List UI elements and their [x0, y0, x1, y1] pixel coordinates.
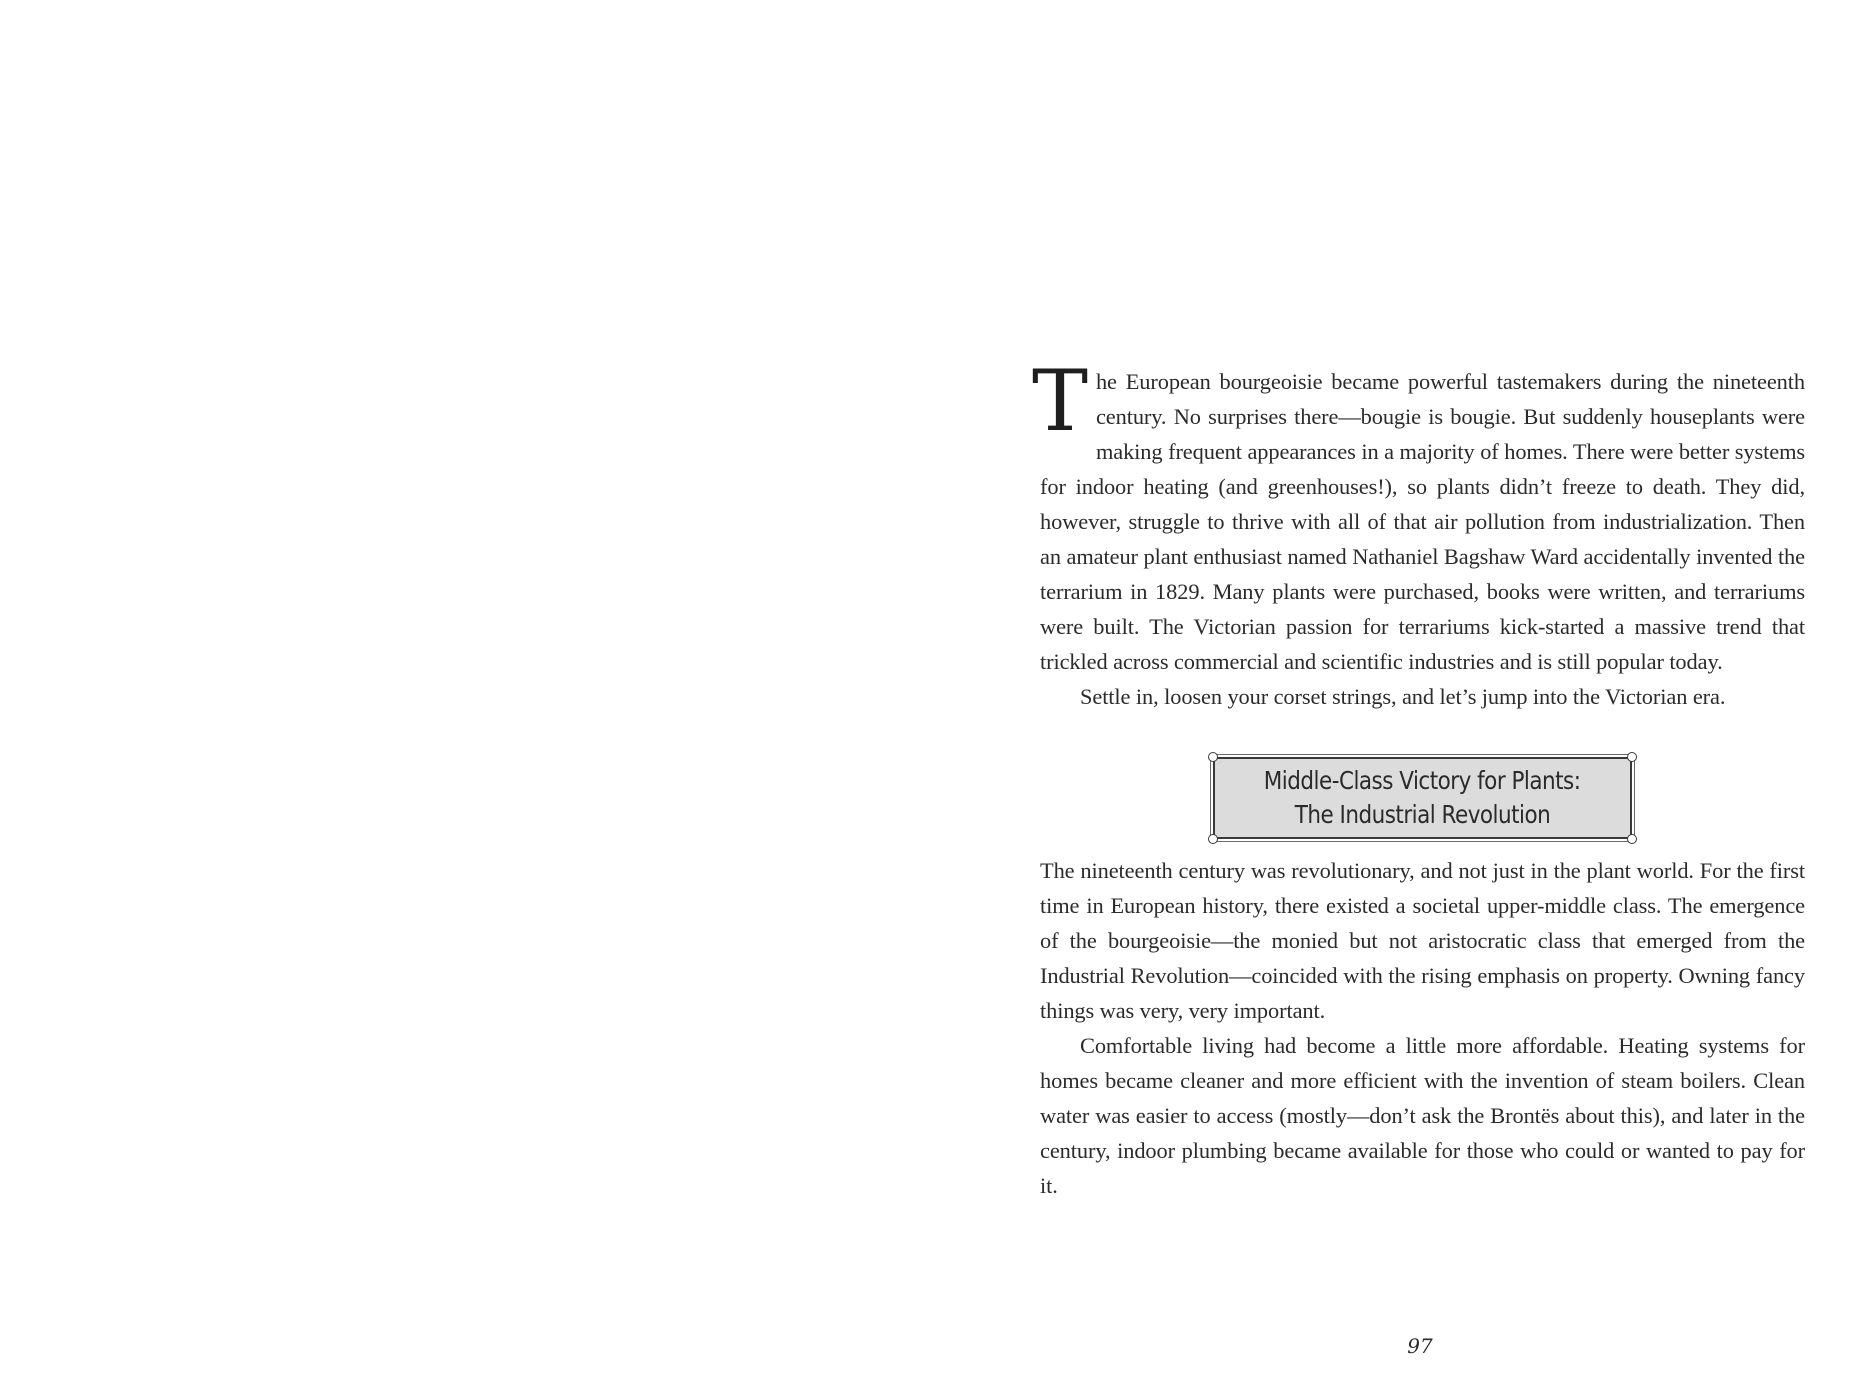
frame-corner-ornament [1208, 834, 1218, 844]
frame-corner-ornament [1208, 752, 1218, 762]
intro-closing-paragraph: Settle in, loosen your corset strings, and let’s jump into the Victorian era. [1080, 684, 1726, 709]
frame-corner-ornament [1627, 752, 1637, 762]
section-heading-line-2: The Industrial Revolution [1294, 800, 1551, 829]
body-paragraph-1: The nineteenth century was revolutionary, and not just in the plant world. For the first time in European history, there existed a societal upper-middle class. The emergence of the bourgeoisie—the monied but not aristocratic class that emerged from the Industrial Revolution—coincided with the rising emphasis on property. Owning fancy things was very, very important. [1040, 858, 1805, 1023]
intro-paragraph-text: he European bourgeoisie became powerful tastemakers during the nineteenth century. No surprises there—bougie is bougie. But suddenly houseplants were making frequent appearances in a majority of homes. There were better systems for indoor heating (and greenhouses!), so plants didn’t freeze to death. They did, however, struggle to thrive with all of that air pollution from industrialization. Then an amateur plant enthusiast named Nathaniel Bagshaw Ward accidentally invented the terrarium in 1829. Many plants were purchased, books were written, and terrariums were built. The Victorian passion for terrariums kick-started a massive trend that trickled across commercial and scientific industries and is still popular today. [1040, 369, 1805, 674]
body-paragraph-2: Comfortable living had become a little more affordable. Heating systems for homes became cleaner and more efficient with the invention of steam boilers. Clean water was easier to access (mostly—don’t ask the Brontës about this), and later in the century, indoor plumbing became available for those who could or wanted to pay for it. [1040, 1033, 1805, 1198]
drop-cap: T [1032, 352, 1088, 450]
section-heading-container [1040, 757, 1805, 839]
section-heading-frame [1213, 757, 1632, 839]
right-page-body [1032, 352, 1805, 1203]
page-number: 97 [1407, 1334, 1433, 1358]
frame-corner-ornament [1627, 834, 1637, 844]
intro-paragraph [1032, 352, 1805, 679]
section-heading-line-1: Middle-Class Victory for Plants: [1264, 766, 1581, 795]
